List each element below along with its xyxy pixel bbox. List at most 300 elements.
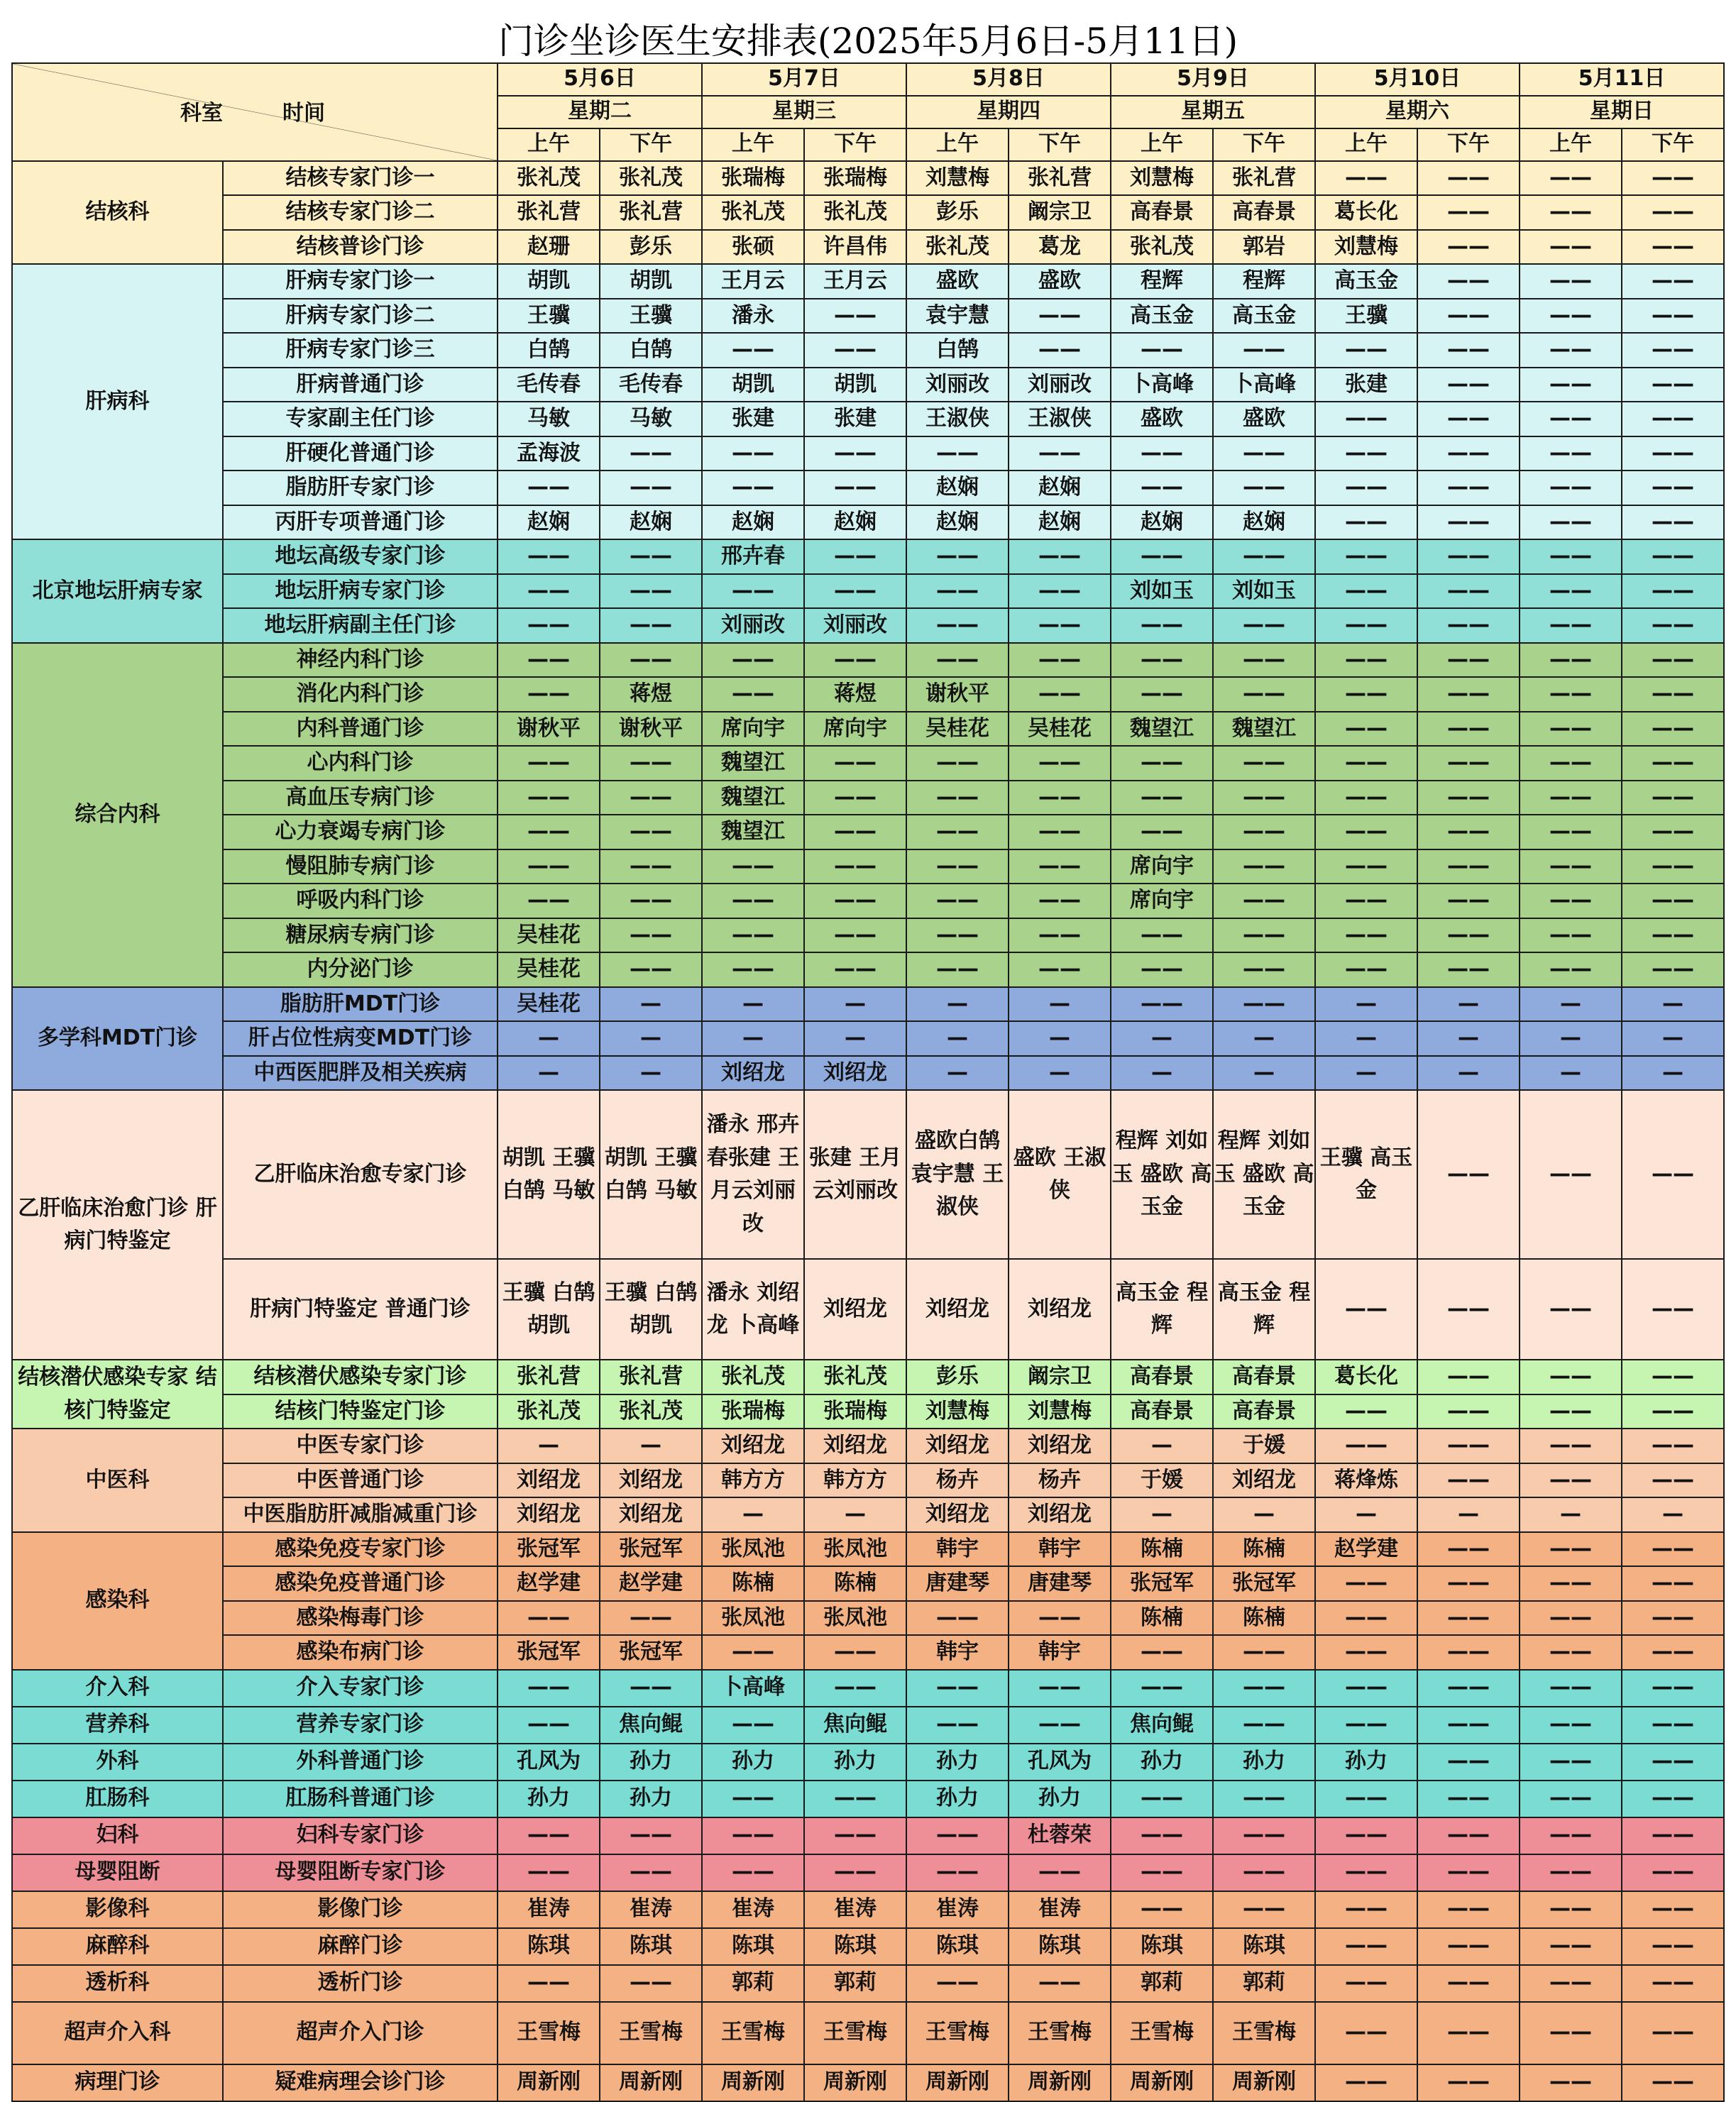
doctor-cell: —— xyxy=(906,952,1009,987)
doctor-cell: —— xyxy=(1315,436,1417,471)
header-pm: 下午 xyxy=(804,128,906,161)
table-row xyxy=(12,677,1724,712)
table-row xyxy=(12,436,1724,471)
doctor-cell: 高春景 xyxy=(1111,195,1213,230)
clinic-cell: 中医脂肪肝减脂减重门诊 xyxy=(223,1497,498,1532)
doctor-cell: 张礼营 xyxy=(600,1360,702,1394)
doctor-cell: 于媛 xyxy=(1111,1463,1213,1498)
doctor-cell: 唐建琴 xyxy=(906,1566,1009,1601)
doctor-cell: —— xyxy=(1315,677,1417,712)
doctor-cell: —— xyxy=(906,1601,1009,1636)
doctor-cell: —— xyxy=(600,643,702,678)
doctor-cell: —— xyxy=(804,1854,906,1891)
header-weekday: 星期二 xyxy=(498,96,702,128)
doctor-cell: 刘绍龙 xyxy=(600,1463,702,1498)
table-row xyxy=(12,230,1724,265)
doctor-cell: —— xyxy=(1520,2064,1622,2101)
clinic-cell: 结核门特鉴定门诊 xyxy=(223,1394,498,1429)
clinic-cell: 乙肝临床治愈专家门诊 xyxy=(223,1090,498,1259)
doctor-cell: —— xyxy=(804,1635,906,1670)
table-row xyxy=(12,884,1724,918)
doctor-cell: 吴桂花 xyxy=(906,712,1009,747)
doctor-cell: 刘绍龙 xyxy=(702,1056,804,1091)
doctor-cell: 赵娴 xyxy=(804,505,906,540)
doctor-cell: —— xyxy=(1213,746,1315,781)
doctor-cell: —— xyxy=(1009,333,1111,368)
doctor-cell: —— xyxy=(1520,643,1622,678)
doctor-cell: 蒋煜 xyxy=(600,677,702,712)
clinic-cell: 高血压专病门诊 xyxy=(223,781,498,815)
doctor-cell: —— xyxy=(1622,161,1724,196)
doctor-cell: — xyxy=(1009,1021,1111,1056)
table-row xyxy=(12,505,1724,540)
doctor-cell: —— xyxy=(1111,815,1213,849)
doctor-cell: —— xyxy=(1213,884,1315,918)
dept-cell: 病理门诊 xyxy=(12,2064,223,2101)
doctor-cell: —— xyxy=(1520,368,1622,402)
doctor-cell: 王雪梅 xyxy=(906,2002,1009,2064)
doctor-cell: —— xyxy=(1417,230,1520,265)
clinic-cell: 感染免疫普通门诊 xyxy=(223,1566,498,1601)
doctor-cell: —— xyxy=(600,574,702,609)
doctor-cell: —— xyxy=(1417,1429,1520,1463)
doctor-cell: 周新刚 xyxy=(1213,2064,1315,2101)
doctor-cell: —— xyxy=(804,574,906,609)
doctor-cell: —— xyxy=(1213,815,1315,849)
doctor-cell: —— xyxy=(1315,643,1417,678)
clinic-cell: 内分泌门诊 xyxy=(223,952,498,987)
doctor-cell: —— xyxy=(1111,918,1213,953)
doctor-cell: —— xyxy=(1520,1429,1622,1463)
doctor-cell: 刘绍龙 xyxy=(906,1497,1009,1532)
doctor-cell: —— xyxy=(1213,952,1315,987)
doctor-cell: —— xyxy=(1622,1781,1724,1817)
doctor-cell: — xyxy=(1213,1056,1315,1091)
doctor-cell: 阚宗卫 xyxy=(1009,1360,1111,1394)
table-row xyxy=(12,1497,1724,1532)
doctor-cell: —— xyxy=(1315,1635,1417,1670)
doctor-cell: —— xyxy=(1520,1781,1622,1817)
doctor-cell: —— xyxy=(600,539,702,574)
doctor-cell: —— xyxy=(1111,436,1213,471)
doctor-cell: 刘丽改 xyxy=(1009,368,1111,402)
doctor-cell: —— xyxy=(804,1781,906,1817)
doctor-cell: 盛欧 xyxy=(1213,402,1315,436)
doctor-cell: —— xyxy=(1622,1463,1724,1498)
doctor-cell: —— xyxy=(1622,952,1724,987)
doctor-cell: 王骥 白鹄 胡凯 xyxy=(600,1259,702,1360)
clinic-cell: 地坛高级专家门诊 xyxy=(223,539,498,574)
doctor-cell: 王雪梅 xyxy=(1009,2002,1111,2064)
doctor-cell: —— xyxy=(804,471,906,505)
header-date: 5月11日 xyxy=(1520,63,1724,96)
doctor-cell: 谢秋平 xyxy=(906,677,1009,712)
doctor-cell: —— xyxy=(1622,1394,1724,1429)
doctor-cell: —— xyxy=(1315,815,1417,849)
doctor-cell: 高玉金 程辉 xyxy=(1111,1259,1213,1360)
doctor-cell: 张礼茂 xyxy=(804,1360,906,1394)
doctor-cell: 王淑侠 xyxy=(1009,402,1111,436)
doctor-cell: —— xyxy=(1213,677,1315,712)
doctor-cell: —— xyxy=(1315,1670,1417,1707)
doctor-cell: 魏望江 xyxy=(1111,712,1213,747)
doctor-cell: 张冠军 xyxy=(600,1532,702,1567)
doctor-cell: 高玉金 xyxy=(1213,299,1315,334)
doctor-cell: 张冠军 xyxy=(1111,1566,1213,1601)
doctor-cell: 程辉 xyxy=(1111,264,1213,299)
doctor-cell: —— xyxy=(1009,1601,1111,1636)
doctor-cell: 孔风为 xyxy=(1009,1744,1111,1781)
doctor-cell: —— xyxy=(1111,333,1213,368)
doctor-cell: —— xyxy=(1417,643,1520,678)
doctor-cell: 白鹄 xyxy=(600,333,702,368)
doctor-cell: 程辉 刘如玉 盛欧 高玉金 xyxy=(1213,1090,1315,1259)
header-date: 5月10日 xyxy=(1315,63,1520,96)
clinic-cell: 感染免疫专家门诊 xyxy=(223,1532,498,1567)
doctor-cell: 韩方方 xyxy=(702,1463,804,1498)
doctor-cell: —— xyxy=(1622,299,1724,334)
doctor-cell: —— xyxy=(906,1817,1009,1854)
doctor-cell: —— xyxy=(906,815,1009,849)
doctor-cell: 韩宇 xyxy=(906,1532,1009,1567)
doctor-cell: —— xyxy=(1520,677,1622,712)
doctor-cell: 潘永 邢卉春张建 王月云刘丽改 xyxy=(702,1090,804,1259)
doctor-cell: 张冠军 xyxy=(498,1532,600,1567)
table-row xyxy=(12,952,1724,987)
doctor-cell: 崔涛 xyxy=(498,1891,600,1928)
header-date: 5月8日 xyxy=(906,63,1111,96)
doctor-cell: — xyxy=(1417,1021,1520,1056)
doctor-cell: —— xyxy=(1622,712,1724,747)
doctor-cell: 陈琪 xyxy=(702,1928,804,1965)
table-row xyxy=(12,264,1724,299)
doctor-cell: — xyxy=(1111,1497,1213,1532)
table-row xyxy=(12,1601,1724,1636)
table-row xyxy=(12,1566,1724,1601)
header-weekday: 星期四 xyxy=(906,96,1111,128)
dept-cell: 结核科 xyxy=(12,161,223,265)
doctor-cell: 张礼营 xyxy=(1009,161,1111,196)
dept-cell: 肛肠科 xyxy=(12,1781,223,1817)
doctor-cell: —— xyxy=(1213,1781,1315,1817)
doctor-cell: 刘绍龙 xyxy=(498,1463,600,1498)
doctor-cell: —— xyxy=(1520,608,1622,643)
doctor-cell: 周新刚 xyxy=(1111,2064,1213,2101)
doctor-cell: —— xyxy=(1622,1259,1724,1360)
doctor-cell: 蒋煜 xyxy=(804,677,906,712)
clinic-cell: 中医普通门诊 xyxy=(223,1463,498,1498)
doctor-cell: —— xyxy=(906,608,1009,643)
doctor-cell: —— xyxy=(1417,436,1520,471)
corner-label-time: 时间 xyxy=(282,101,325,126)
doctor-cell: —— xyxy=(1417,1744,1520,1781)
doctor-cell: — xyxy=(1111,1056,1213,1091)
doctor-cell: — xyxy=(702,987,804,1022)
doctor-cell: 周新刚 xyxy=(1009,2064,1111,2101)
doctor-cell: 郭岩 xyxy=(1213,230,1315,265)
doctor-cell: — xyxy=(1622,1497,1724,1532)
doctor-cell: 张硕 xyxy=(702,230,804,265)
header-corner xyxy=(12,63,498,161)
doctor-cell: — xyxy=(1520,1497,1622,1532)
clinic-cell: 肝病专家门诊二 xyxy=(223,299,498,334)
doctor-cell: —— xyxy=(1111,643,1213,678)
doctor-cell: 杜蓉荣 xyxy=(1009,1817,1111,1854)
doctor-cell: —— xyxy=(1315,2002,1417,2064)
doctor-cell: 谢秋平 xyxy=(600,712,702,747)
doctor-cell: 席向宇 xyxy=(1111,884,1213,918)
clinic-cell: 营养专家门诊 xyxy=(223,1707,498,1744)
doctor-cell: 于媛 xyxy=(1213,1429,1315,1463)
doctor-cell: 胡凯 王骥 白鹄 马敏 xyxy=(600,1090,702,1259)
doctor-cell: —— xyxy=(1213,781,1315,815)
doctor-cell: —— xyxy=(702,333,804,368)
doctor-cell: 刘慧梅 xyxy=(906,1394,1009,1429)
doctor-cell: 葛龙 xyxy=(1009,230,1111,265)
header-am: 上午 xyxy=(702,128,804,161)
doctor-cell: —— xyxy=(804,299,906,334)
doctor-cell: —— xyxy=(1111,539,1213,574)
doctor-cell: 刘绍龙 xyxy=(1009,1497,1111,1532)
doctor-cell: 崔涛 xyxy=(906,1891,1009,1928)
doctor-cell: —— xyxy=(702,849,804,884)
doctor-cell: 王骥 白鹄 胡凯 xyxy=(498,1259,600,1360)
doctor-cell: 吴桂花 xyxy=(498,952,600,987)
doctor-cell: 刘绍龙 xyxy=(702,1429,804,1463)
doctor-cell: —— xyxy=(1622,2002,1724,2064)
doctor-cell: 焦向鲲 xyxy=(804,1707,906,1744)
clinic-cell: 影像门诊 xyxy=(223,1891,498,1928)
clinic-cell: 肝病专家门诊三 xyxy=(223,333,498,368)
doctor-cell: —— xyxy=(702,1781,804,1817)
doctor-cell: —— xyxy=(1111,952,1213,987)
doctor-cell: 陈楠 xyxy=(1213,1601,1315,1636)
doctor-cell: 高春景 xyxy=(1213,1394,1315,1429)
doctor-cell: —— xyxy=(906,539,1009,574)
doctor-cell: —— xyxy=(498,1670,600,1707)
doctor-cell: — xyxy=(1315,987,1417,1022)
doctor-cell: 张凤池 xyxy=(702,1601,804,1636)
doctor-cell: —— xyxy=(906,574,1009,609)
clinic-cell: 地坛肝病专家门诊 xyxy=(223,574,498,609)
doctor-cell: —— xyxy=(804,333,906,368)
doctor-cell: 王雪梅 xyxy=(804,2002,906,2064)
doctor-cell: —— xyxy=(1417,368,1520,402)
doctor-cell: —— xyxy=(498,677,600,712)
doctor-cell: —— xyxy=(1520,2002,1622,2064)
doctor-cell: — xyxy=(1213,1021,1315,1056)
header-pm: 下午 xyxy=(1009,128,1111,161)
doctor-cell: —— xyxy=(1111,471,1213,505)
doctor-cell: 刘慧梅 xyxy=(1009,1394,1111,1429)
doctor-cell: 崔涛 xyxy=(1009,1891,1111,1928)
doctor-cell: —— xyxy=(906,918,1009,953)
doctor-cell: —— xyxy=(1315,712,1417,747)
clinic-cell: 肝占位性病变MDT门诊 xyxy=(223,1021,498,1056)
corner-label-dept: 科室 xyxy=(180,101,223,126)
doctor-cell: —— xyxy=(600,471,702,505)
doctor-cell: 胡凯 xyxy=(804,368,906,402)
table-row xyxy=(12,987,1724,1022)
doctor-cell: 高玉金 xyxy=(1315,264,1417,299)
header-weekday: 星期六 xyxy=(1315,96,1520,128)
doctor-cell: 赵娴 xyxy=(906,505,1009,540)
doctor-cell: —— xyxy=(702,1635,804,1670)
doctor-cell: 张冠军 xyxy=(600,1635,702,1670)
doctor-cell: —— xyxy=(498,1854,600,1891)
clinic-cell: 消化内科门诊 xyxy=(223,677,498,712)
doctor-cell: 盛欧 xyxy=(906,264,1009,299)
table-row xyxy=(12,1360,1724,1394)
doctor-cell: 蒋烽炼 xyxy=(1315,1463,1417,1498)
doctor-cell: —— xyxy=(600,1817,702,1854)
header-pm: 下午 xyxy=(600,128,702,161)
clinic-cell: 心力衰竭专病门诊 xyxy=(223,815,498,849)
doctor-cell: 刘绍龙 xyxy=(1213,1463,1315,1498)
doctor-cell: 陈琪 xyxy=(1111,1928,1213,1965)
table-row xyxy=(12,161,1724,196)
doctor-cell: —— xyxy=(498,884,600,918)
doctor-cell: —— xyxy=(1009,849,1111,884)
doctor-cell: —— xyxy=(1520,574,1622,609)
doctor-cell: —— xyxy=(1520,1707,1622,1744)
doctor-cell: —— xyxy=(1520,1601,1622,1636)
doctor-cell: 潘永 xyxy=(702,299,804,334)
doctor-cell: 张瑞梅 xyxy=(702,161,804,196)
doctor-cell: —— xyxy=(1213,1854,1315,1891)
doctor-cell: —— xyxy=(906,643,1009,678)
doctor-cell: 崔涛 xyxy=(804,1891,906,1928)
doctor-cell: 陈楠 xyxy=(1111,1532,1213,1567)
doctor-cell: — xyxy=(1520,1056,1622,1091)
doctor-cell: —— xyxy=(1009,815,1111,849)
dept-cell: 北京地坛肝病专家 xyxy=(12,539,223,643)
doctor-cell: —— xyxy=(1009,918,1111,953)
doctor-cell: 张冠军 xyxy=(498,1635,600,1670)
table-row xyxy=(12,746,1724,781)
doctor-cell: —— xyxy=(1622,815,1724,849)
doctor-cell: —— xyxy=(1622,436,1724,471)
doctor-cell: —— xyxy=(1111,987,1213,1022)
doctor-cell: 胡凯 xyxy=(600,264,702,299)
doctor-cell: —— xyxy=(1417,195,1520,230)
table-row xyxy=(12,2002,1724,2064)
doctor-cell: 谢秋平 xyxy=(498,712,600,747)
doctor-cell: —— xyxy=(1417,746,1520,781)
doctor-cell: — xyxy=(1315,1056,1417,1091)
header-am: 上午 xyxy=(1315,128,1417,161)
doctor-cell: — xyxy=(600,1021,702,1056)
doctor-cell: —— xyxy=(1213,1635,1315,1670)
doctor-cell: 刘丽改 xyxy=(702,608,804,643)
clinic-cell: 丙肝专项普通门诊 xyxy=(223,505,498,540)
doctor-cell: 王雪梅 xyxy=(600,2002,702,2064)
doctor-cell: —— xyxy=(1622,505,1724,540)
doctor-cell: 刘丽改 xyxy=(906,368,1009,402)
doctor-cell: —— xyxy=(1520,1532,1622,1567)
doctor-cell: 马敏 xyxy=(498,402,600,436)
doctor-cell: 王雪梅 xyxy=(702,2002,804,2064)
doctor-cell: —— xyxy=(1315,1566,1417,1601)
doctor-cell: —— xyxy=(1417,1817,1520,1854)
doctor-cell: —— xyxy=(1520,918,1622,953)
doctor-cell: 焦向鲲 xyxy=(600,1707,702,1744)
doctor-cell: —— xyxy=(1417,1601,1520,1636)
doctor-cell: —— xyxy=(1622,849,1724,884)
doctor-cell: —— xyxy=(1622,884,1724,918)
table-row xyxy=(12,299,1724,334)
doctor-cell: —— xyxy=(1622,1707,1724,1744)
doctor-cell: —— xyxy=(1315,1854,1417,1891)
doctor-cell: —— xyxy=(600,1854,702,1891)
doctor-cell: 白鹄 xyxy=(906,333,1009,368)
doctor-cell: 彭乐 xyxy=(600,230,702,265)
clinic-cell: 妇科专家门诊 xyxy=(223,1817,498,1854)
clinic-cell: 结核专家门诊二 xyxy=(223,195,498,230)
doctor-cell: — xyxy=(498,1021,600,1056)
dept-cell: 介入科 xyxy=(12,1670,223,1707)
doctor-cell: —— xyxy=(1009,781,1111,815)
doctor-cell: 周新刚 xyxy=(600,2064,702,2101)
doctor-cell: — xyxy=(1417,987,1520,1022)
doctor-cell: —— xyxy=(1213,1707,1315,1744)
doctor-cell: 刘绍龙 xyxy=(600,1497,702,1532)
doctor-cell: —— xyxy=(1315,1429,1417,1463)
doctor-cell: —— xyxy=(1111,1670,1213,1707)
doctor-cell: —— xyxy=(1417,952,1520,987)
doctor-cell: —— xyxy=(1009,539,1111,574)
doctor-cell: —— xyxy=(1111,677,1213,712)
doctor-cell: —— xyxy=(1520,849,1622,884)
table-row xyxy=(12,402,1724,436)
doctor-cell: —— xyxy=(498,1817,600,1854)
table-row xyxy=(12,1463,1724,1498)
doctor-cell: 王骥 xyxy=(498,299,600,334)
doctor-cell: 张礼茂 xyxy=(702,195,804,230)
doctor-cell: 王骥 xyxy=(600,299,702,334)
doctor-cell: —— xyxy=(804,746,906,781)
doctor-cell: —— xyxy=(1315,1394,1417,1429)
doctor-cell: —— xyxy=(906,746,1009,781)
doctor-cell: — xyxy=(1111,1429,1213,1463)
header-date: 5月7日 xyxy=(702,63,906,96)
dept-cell: 麻醉科 xyxy=(12,1928,223,1965)
clinic-cell: 肝病普通门诊 xyxy=(223,368,498,402)
table-row xyxy=(12,574,1724,609)
header-pm: 下午 xyxy=(1213,128,1315,161)
doctor-cell: — xyxy=(1009,987,1111,1022)
doctor-cell: 张礼茂 xyxy=(804,195,906,230)
doctor-cell: —— xyxy=(1417,1635,1520,1670)
doctor-cell: 赵娴 xyxy=(1213,505,1315,540)
doctor-cell: 赵娴 xyxy=(702,505,804,540)
doctor-cell: 陈楠 xyxy=(1213,1532,1315,1567)
doctor-cell: —— xyxy=(804,539,906,574)
doctor-cell: — xyxy=(1111,1021,1213,1056)
doctor-cell: —— xyxy=(1520,161,1622,196)
doctor-cell: 郭莉 xyxy=(1111,1965,1213,2002)
doctor-cell: 卜高峰 xyxy=(1111,368,1213,402)
doctor-cell: —— xyxy=(600,436,702,471)
doctor-cell: —— xyxy=(1417,1259,1520,1360)
doctor-cell: —— xyxy=(1315,1707,1417,1744)
doctor-cell: — xyxy=(1417,1056,1520,1091)
doctor-cell: 刘绍龙 xyxy=(804,1429,906,1463)
doctor-cell: —— xyxy=(1417,333,1520,368)
doctor-cell: —— xyxy=(1520,1928,1622,1965)
doctor-cell: —— xyxy=(1520,952,1622,987)
doctor-cell: —— xyxy=(1213,333,1315,368)
